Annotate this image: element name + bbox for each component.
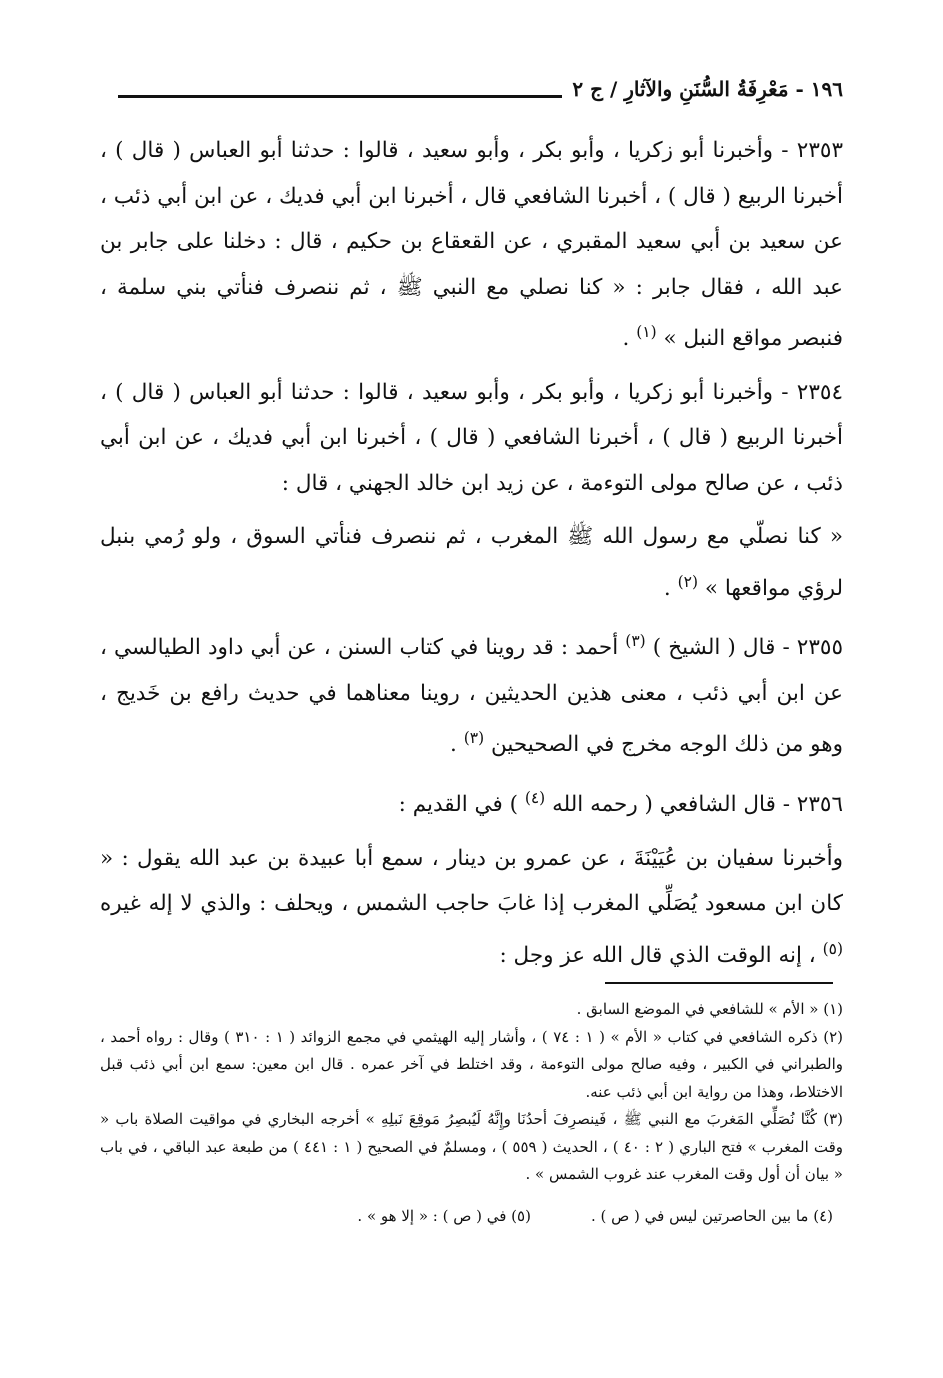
hadith-2355 bbox=[100, 619, 843, 768]
paragraph-text: ٢٣٥٣ - وأخبرنا أبو زكريا ، وأبو بكر ، وأبو سعيد ، قالوا : حدثنا أبو العباس ( قال ) ، أخبرنا الربيع ( قال ) ، أخبرنا الشافعي قال ، أخبرنا ابن أبي فديك ، عن ابن أبي ذئب ، عن سعيد بن أبي سعيد المقبري ، عن القعقاع بن حكيم ، قال : دخلنا على جابر بن عبد الله ، فقال جابر : « كنا نصلي مع النبي ﷺ ، ثم ننصرف فنأتي بني سلمة ، فنبصر مواقع النبل » bbox=[100, 138, 843, 352]
footnote-1: (١) « الأم » للشافعي في الموضع السابق . bbox=[576, 1000, 843, 1018]
paragraph-tail: . bbox=[663, 575, 671, 601]
paragraph-text: « كنا نصلّي مع رسول الله ﷺ المغرب ، ثم ننصرف فنأتي السوق ، ولو رُمي بنبل لرؤي مواقعها » bbox=[100, 524, 843, 601]
footnote-5: (٥) في ( ص ) : « إلا هو » . bbox=[357, 1206, 531, 1225]
paragraph-text: ٢٣٥٥ - قال ( الشيخ ) bbox=[652, 635, 843, 661]
paragraph-text: وأخبرنا سفيان بن عُيَيْنَةَ ، عن عمرو بن دينار ، سمع أبا عبيدة بن عبد الله يقول : « كان ابن مسعود يُصَلِّي المغرب إذا غابَ حاجب الشمس ، ويحلف : والذي لا إله غيره bbox=[100, 845, 843, 917]
header-rule bbox=[118, 95, 562, 98]
footnote-marker: (٤) bbox=[524, 789, 546, 808]
paragraph-text: ٢٣٥٦ - قال الشافعي ( رحمه الله bbox=[552, 792, 843, 818]
footnote-2: (٢) ذكره الشافعي في كتاب « الأم » ( ١ : ٧٤ ) ، وأشار إليه الهيثمي في مجمع الزوائد ( ١ : ٣١٠ ) وقال : رواه أحمد ، والطبراني في الكبير ، وفيه صالح مولى التوءمة ، وقد اختلط في آخر عمره . قال ابن معين: سمع ابن أبي ذئب قبل الاختلاط، وهذا من رواية ابن أبي ذئب عنه. bbox=[100, 1027, 843, 1101]
footnotes bbox=[100, 996, 843, 1230]
hadith-2356 bbox=[100, 836, 843, 979]
paragraph-tail: ، إنه الوقت الذي قال الله عز وجل : bbox=[499, 942, 816, 968]
paragraph-tail: ) في القديم : bbox=[398, 792, 518, 818]
running-title: ١٩٦ - مَعْرِفَةُ السُّنَنِ والآثارِ / ج ٢ bbox=[572, 77, 843, 101]
paragraph-text: ٢٣٥٤ - وأخبرنا أبو زكريا ، وأبو بكر ، وأبو سعيد ، قالوا : حدثنا أبو العباس ( قال ) ، أخبرنا الربيع ( قال ) ، أخبرنا الشافعي ( قال ) ، أخبرنا ابن أبي فديك ، عن ابن أبي ذئب ، عن صالح مولى التوءمة ، عن زيد ابن خالد الجهني ، قال : bbox=[100, 379, 843, 496]
footnote-marker: (١) bbox=[636, 323, 657, 341]
footnotes-4-5 bbox=[100, 1203, 843, 1231]
hadith-2356-heading bbox=[100, 776, 843, 828]
hadith-2354 bbox=[100, 370, 843, 507]
footnote-3: (٣) كُنَّا نُصَلِّي المَغربَ مع النبي ﷺ ، فَينصرِفَ أحدُنَا وإِنَّهُ لَيُبصِرُ مَوقِعَ نَبلِهِ » أخرجه البخاري في مواقيت الصلاة باب « وقت المغرب » فتح الباري ( ٢ : ٤٠ ) ، الحديث ( ٥٥٩ ) ، ومسلمٌ في الصحيح ( ١ : ٤٤١ ) من طبعة عبد الباقي ، في باب « بيان أن أول وقت المغرب عند غروب الشمس » . bbox=[100, 1110, 843, 1183]
paragraph-tail: أحمد : قد روينا في كتاب السنن ، عن أبي داود الطيالسي ، عن ابن أبي ذئب ، معنى هذين الحديثين ، روينا معناهما في حديث رافع بن خَديج ، وهو من ذلك الوجه مخرج في الصحيحين bbox=[100, 635, 843, 758]
hadith-2353 bbox=[100, 128, 843, 362]
paragraph-tail: . bbox=[450, 732, 457, 758]
footnote-marker: (٣) bbox=[463, 729, 485, 748]
footnote-4: (٤) ما بين الحاصرتين ليس في ( ص ) . bbox=[590, 1206, 833, 1225]
paragraph-tail: . bbox=[622, 326, 630, 352]
hadith-2354-quote bbox=[100, 514, 843, 611]
footnote-marker: (٥) bbox=[822, 939, 843, 958]
page-header bbox=[118, 74, 843, 104]
main-text bbox=[100, 128, 843, 978]
footnote-marker: (٢) bbox=[677, 572, 698, 591]
footnote-marker: (٣) bbox=[625, 632, 646, 651]
footnote-separator bbox=[605, 982, 833, 984]
